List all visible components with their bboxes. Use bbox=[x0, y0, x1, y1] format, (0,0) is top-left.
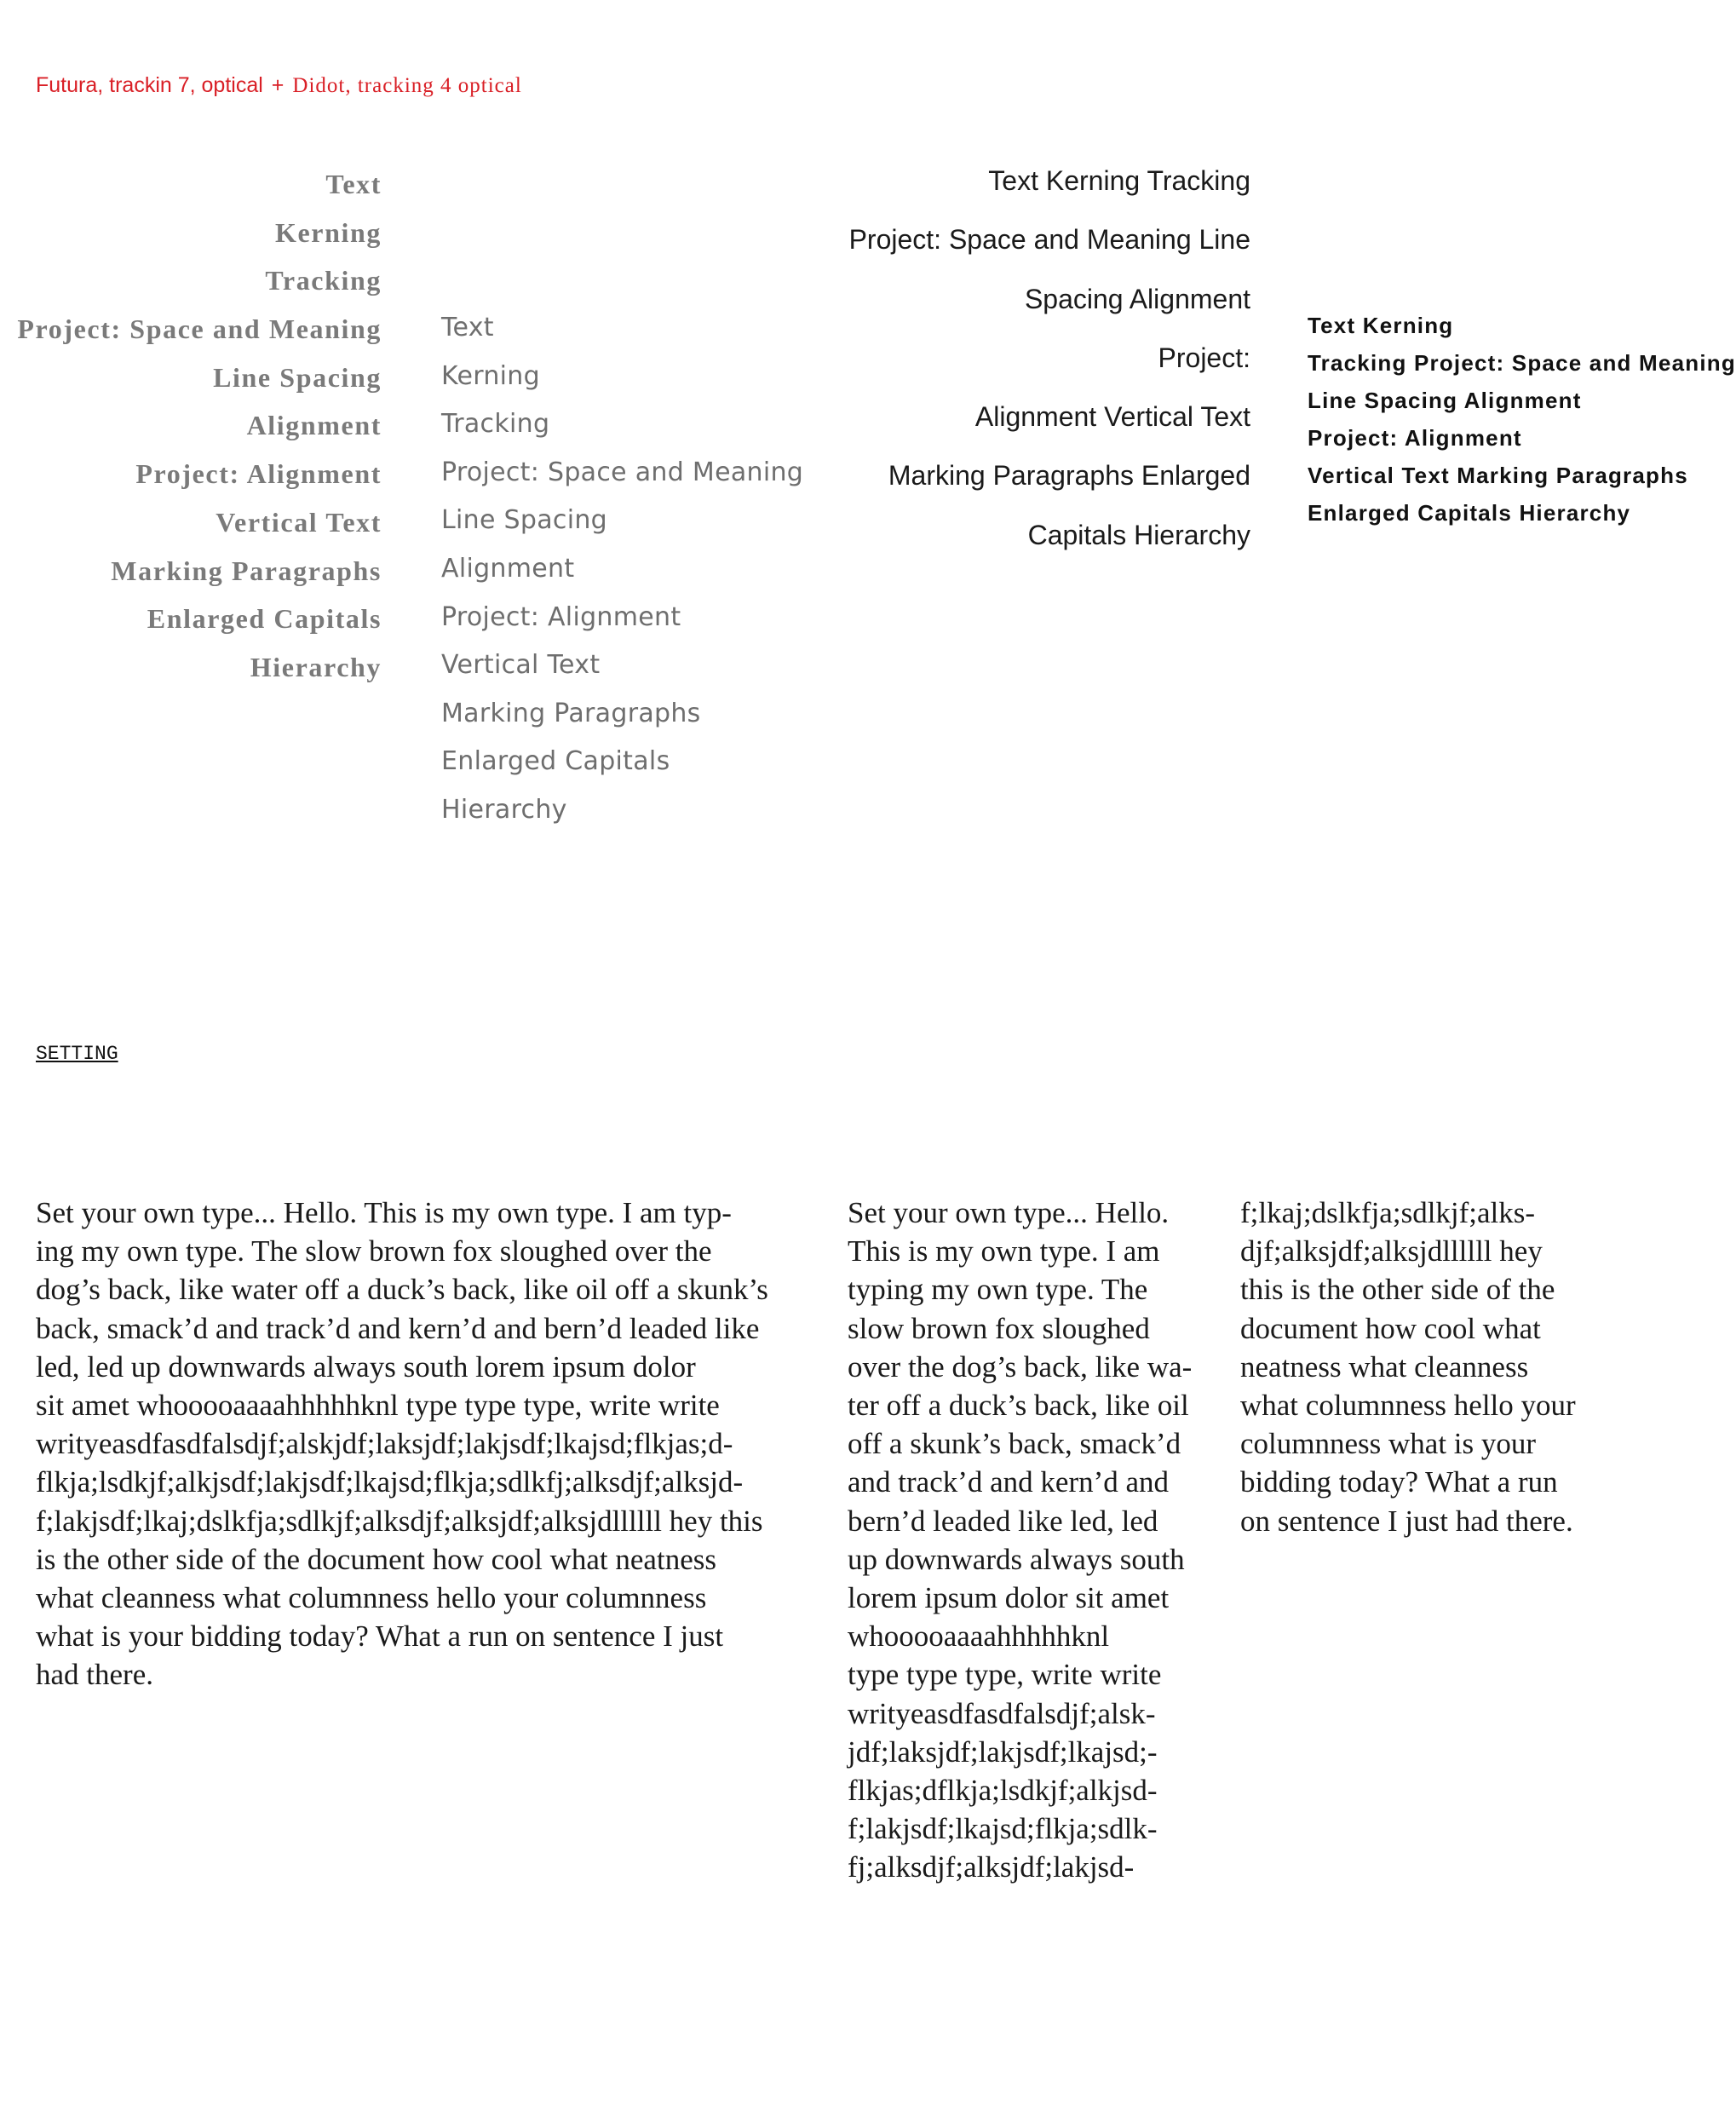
condensed-line: Project: bbox=[1158, 342, 1250, 373]
paragraph-line: slow brown fox sloughed bbox=[848, 1311, 1150, 1345]
paragraph-line: lorem ipsum dolor sit amet bbox=[848, 1581, 1170, 1615]
paragraph-line: bidding today? What a run bbox=[1240, 1465, 1558, 1499]
didot-item: Project: Space and Meaning bbox=[17, 314, 382, 345]
didot-item: Line Spacing bbox=[213, 361, 382, 393]
paragraph-line: Set your own type... Hello. This is my own type. I am typ- bbox=[36, 1196, 732, 1229]
paragraph-wide bbox=[36, 1194, 768, 1694]
condensed-line: Alignment Vertical Text bbox=[974, 401, 1250, 433]
paragraph-line: typing my own type. The bbox=[848, 1273, 1148, 1307]
futura-item: Enlarged Capitals bbox=[441, 746, 670, 777]
didot-list bbox=[0, 160, 382, 692]
futura-item: Project: Space and Meaning bbox=[441, 457, 804, 487]
paragraph-line: writyeasdfasdfalsdjf;alsk- bbox=[848, 1696, 1156, 1730]
paragraph-line: up downwards always south bbox=[848, 1542, 1185, 1576]
paragraph-line: type type type, write write bbox=[848, 1658, 1162, 1692]
paragraph-line: neatness what cleanness bbox=[1240, 1349, 1529, 1384]
caption-didot: Didot, tracking 4 optical bbox=[292, 74, 522, 97]
bold-line: Project: Alignment bbox=[1308, 425, 1522, 451]
didot-item: Vertical Text bbox=[216, 506, 382, 538]
paragraph-line: writyeasdfasdfalsdjf;alskjdf;laksjdf;lakjsdf;lkajsd;flkjas;d- bbox=[36, 1427, 733, 1461]
paragraph-line: f;lakjsdf;lkaj;dslkfja;sdlkjf;alksdjf;alksjdf;alksjdllllll hey this bbox=[36, 1504, 763, 1538]
paragraph-line: off a skunk’s back, smack’d bbox=[848, 1427, 1181, 1461]
paragraph-line: had there. bbox=[36, 1658, 153, 1692]
specimen-caption bbox=[36, 73, 522, 98]
didot-item: Tracking bbox=[265, 265, 382, 296]
paragraph-line: this is the other side of the bbox=[1240, 1273, 1555, 1307]
paragraph-line: bern’d leaded like led, led bbox=[848, 1504, 1158, 1538]
paragraph-line: f;lakjsdf;lkajsd;flkja;sdlk- bbox=[848, 1812, 1158, 1846]
condensed-line: Spacing Alignment bbox=[1024, 283, 1250, 314]
paragraph-line: This is my own type. I am bbox=[848, 1234, 1160, 1268]
didot-item: Text bbox=[325, 169, 382, 199]
condensed-line: Capitals Hierarchy bbox=[1027, 519, 1250, 550]
paragraph-line: columnness what is your bbox=[1240, 1427, 1537, 1461]
paragraph-line: led, led up downwards always south lorem ipsum dolor bbox=[36, 1349, 696, 1384]
didot-item: Alignment bbox=[246, 410, 382, 441]
paragraph-column-1 bbox=[848, 1194, 1192, 1887]
paragraph-line: Set your own type... Hello. bbox=[848, 1196, 1170, 1229]
paragraph-line: what columnness hello your bbox=[1240, 1389, 1576, 1423]
paragraph-line: and track’d and kern’d and bbox=[848, 1465, 1170, 1499]
bold-line: Text Kerning bbox=[1308, 313, 1454, 338]
didot-item: Marking Paragraphs bbox=[111, 555, 382, 586]
futura-item: Text bbox=[441, 313, 494, 342]
paragraph-line: dog’s back, like water off a duck’s back, like oil off a skunk’s bbox=[36, 1273, 768, 1307]
paragraph-line: jdf;laksjdf;lakjsdf;lkajsd;- bbox=[848, 1734, 1158, 1769]
paragraph-line: back, smack’d and track’d and kern’d and bern’d leaded like bbox=[36, 1311, 760, 1345]
paragraph-line: flkja;lsdkjf;alkjsdf;lakjsdf;lkajsd;flkja;sdlkfj;alksdjf;alksjd- bbox=[36, 1465, 744, 1499]
bold-line: Line Spacing Alignment bbox=[1308, 388, 1582, 413]
caption-plus: + bbox=[271, 73, 285, 97]
condensed-line: Text Kerning Tracking bbox=[988, 165, 1250, 196]
futura-item: Project: Alignment bbox=[441, 601, 681, 632]
paragraph-line: djf;alksjdf;alksjdllllll hey bbox=[1240, 1234, 1543, 1268]
bold-line: Enlarged Capitals Hierarchy bbox=[1308, 500, 1631, 526]
didot-item: Project: Alignment bbox=[135, 458, 382, 490]
paragraph-line: over the dog’s back, like wa- bbox=[848, 1349, 1193, 1384]
paragraph-line: fj;alksdjf;alksjdf;lakjsd- bbox=[848, 1850, 1135, 1884]
paragraph-line: what is your bidding today? What a run on sentence I just bbox=[36, 1619, 724, 1654]
section-label-setting: SETTING bbox=[36, 1043, 118, 1065]
bold-line: Vertical Text Marking Paragraphs bbox=[1308, 463, 1688, 488]
futura-item: Hierarchy bbox=[441, 794, 567, 825]
bold-line: Tracking Project: Space and Meaning bbox=[1308, 350, 1736, 376]
condensed-line: Project: Space and Meaning Line bbox=[848, 224, 1250, 256]
paragraph-line: document how cool what bbox=[1240, 1311, 1541, 1345]
didot-item: Enlarged Capitals bbox=[147, 603, 382, 635]
paragraph-line: f;lkaj;dslkfja;sdlkjf;alks- bbox=[1240, 1196, 1536, 1229]
futura-item: Line Spacing bbox=[441, 505, 608, 536]
futura-list bbox=[441, 304, 803, 835]
paragraph-line: what cleanness what columnness hello your columnness bbox=[36, 1581, 707, 1615]
paragraph-line: ing my own type. The slow brown fox sloughed over the bbox=[36, 1234, 712, 1268]
paragraph-line: is the other side of the document how cool what neatness bbox=[36, 1542, 716, 1576]
didot-item: Kerning bbox=[275, 216, 382, 248]
bold-runon-block bbox=[1308, 307, 1736, 532]
paragraph-line: on sentence I just had there. bbox=[1240, 1504, 1573, 1538]
paragraph-line: sit amet whooooaaaahhhhhknl type type type, write write bbox=[36, 1389, 720, 1423]
paragraph-line: whooooaaaahhhhhknl bbox=[848, 1619, 1110, 1654]
futura-item: Kerning bbox=[441, 360, 540, 391]
futura-item: Marking Paragraphs bbox=[441, 698, 701, 728]
paragraph-line: ter off a duck’s back, like oil bbox=[848, 1389, 1189, 1423]
paragraph-column-2 bbox=[1240, 1194, 1576, 1540]
didot-item: Hierarchy bbox=[250, 651, 382, 682]
caption-futura: Futura, trackin 7, optical bbox=[36, 73, 263, 97]
condensed-runon-block bbox=[835, 152, 1250, 565]
futura-item: Alignment bbox=[441, 553, 575, 584]
futura-item: Vertical Text bbox=[441, 650, 601, 681]
futura-item: Tracking bbox=[441, 409, 550, 440]
paragraph-line: flkjas;dflkja;lsdkjf;alkjsd- bbox=[848, 1774, 1158, 1808]
condensed-line: Marking Paragraphs Enlarged bbox=[888, 460, 1250, 492]
